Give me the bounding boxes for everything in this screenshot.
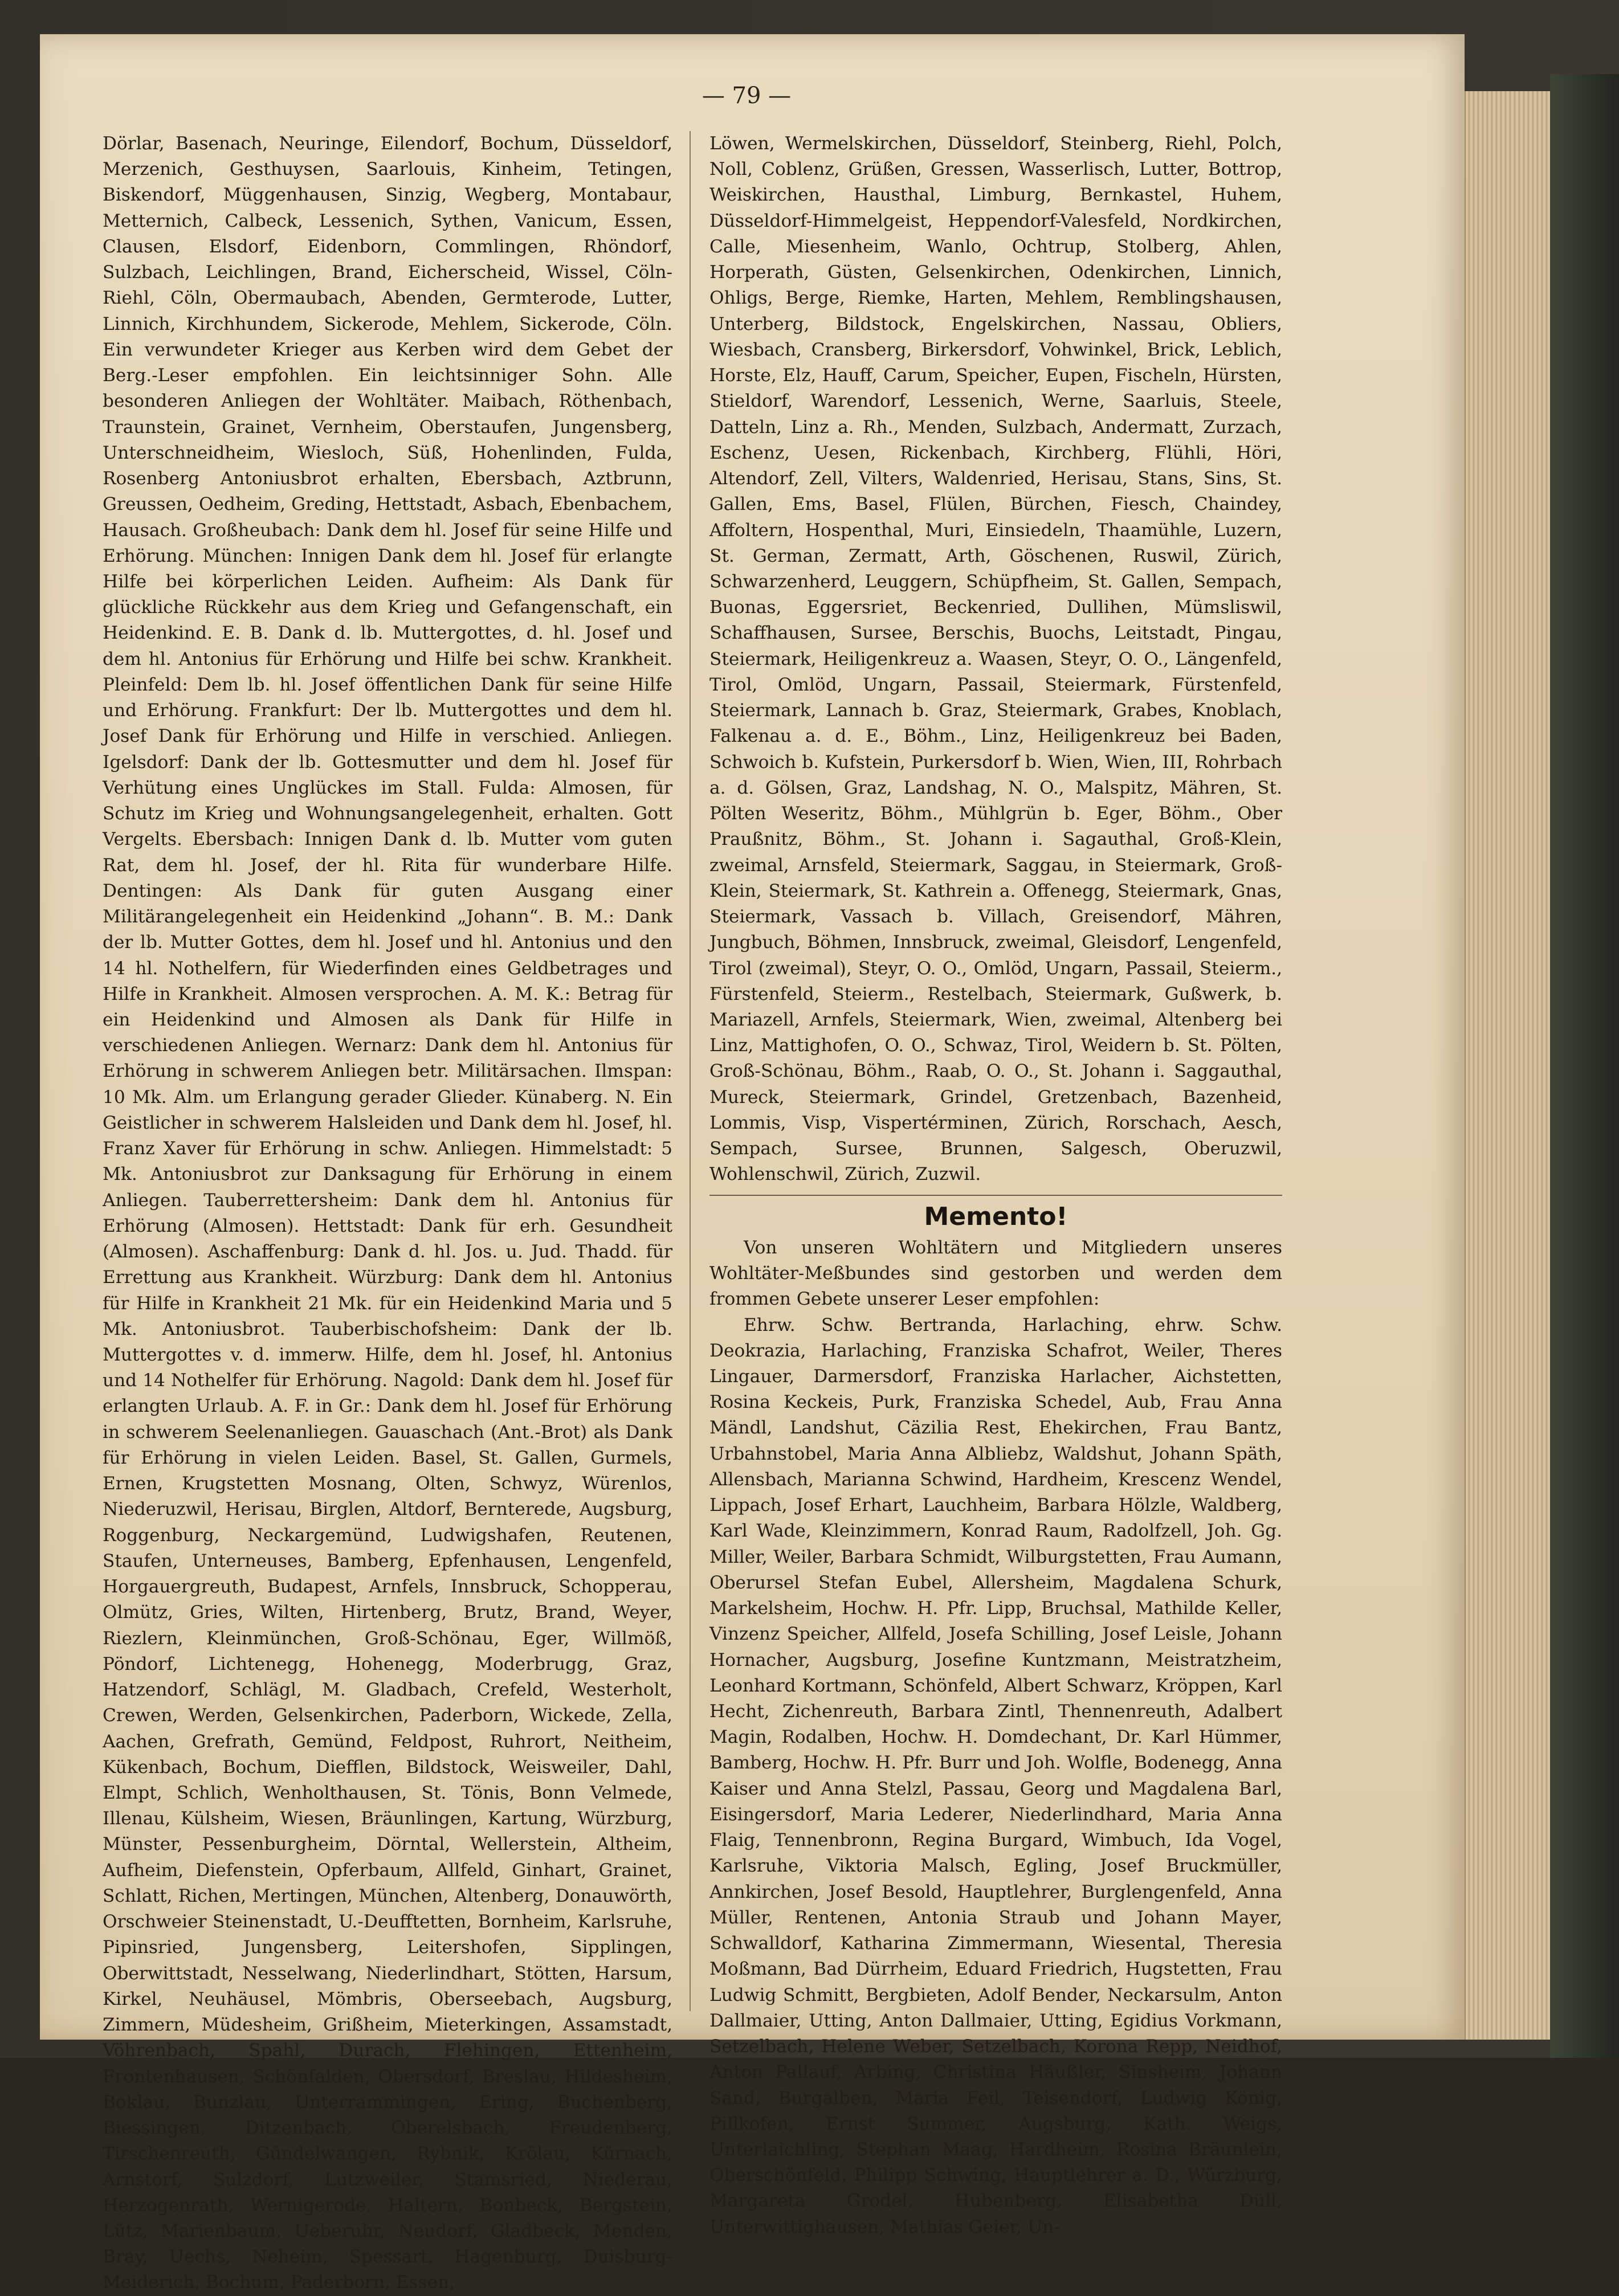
page-edges [1465, 91, 1551, 2040]
memento-intro: Von unseren Wohltätern und Mitgliedern unseres Wohltäter-Meßbundes sind gestorben und werden dem frommen Gebete unserer Leser empfohlen: [709, 1237, 1282, 1310]
left-column [103, 131, 672, 2293]
left-column-text: Dörlar, Basenach, Neuringe, Eilendorf, Bochum, Düsseldorf, Merzenich, Gesthuysen, Saarlouis, Kinheim, Tetingen, Biskendorf, Müggenhausen, Sinzig, Wegberg, Montabaur, Metternich, Calbeck, Lessenich, Sythen, Vanicum, Essen, Clausen, Elsdorf, Eidenborn, Commlingen, Rhöndorf, Sulzbach, Leichlingen, Brand, Eicherscheid, Wissel, Cöln-Riehl, Cöln, Obermaubach, Abenden, Germterode, Lutter, Linnich, Kirchhundem, Sickerode, Mehlem, Sickerode, Cöln. Ein verwundeter Krieger aus Kerben wird dem Gebet der Berg.-Leser empfohlen. Ein leichtsinniger Sohn. Alle besonderen Anliegen der Wohltäter. Maibach, Röthenbach, Traunstein, Grainet, Vernheim, Oberstaufen, Jungensberg, Unterschneidheim, Wiesloch, Süß, Hohenlinden, Fulda, Rosenberg Antoniusbrot erhalten, Ebersbach, Aztbrunn, Greussen, Oedheim, Greding, Hettstadt, Asbach, Ebenbachem, Hausach. Großheubach: Dank dem hl. Josef für seine Hilfe und Erhörung. München: Innigen Dank dem hl. Josef für erlangte Hilfe bei körperlichen Leiden. Aufheim: Als Dank für glückliche Rückkehr aus dem Krieg und Gefangenschaft, ein Heidenkind. E. B. Dank d. lb. Muttergottes, d. hl. Josef und dem hl. Antonius für Erhörung und Hilfe bei schw. Krankheit. Pleinfeld: Dem lb. hl. Josef öffentlichen Dank für seine Hilfe und Erhörung. Frankfurt: Der lb. Muttergottes und dem hl. Josef Dank für Erhörung und Hilfe in verschied. Anliegen. Igelsdorf: Dank der lb. Gottesmutter und dem hl. Josef für Verhütung eines Unglückes im Stall. Fulda: Almosen, für Schutz im Krieg und Wohnungsangelegenheit, erhalten. Gott Vergelts. Ebersbach: Innigen Dank d. lb. Mutter vom guten Rat, dem hl. Josef, der hl. Rita für wunderbare Hilfe. Dentingen: Als Dank für guten Ausgang einer Militärangelegenheit ein Heidenkind „Johann“. B. M.: Dank der lb. Mutter Gottes, dem hl. Josef und hl. Antonius und den 14 hl. Nothelfern, für Wiederfinden eines Geldbetrages und Hilfe in Krankheit. Almosen versprochen. A. M. K.: Betrag für ein Heidenkind und Almosen als Dank für Hilfe in verschiedenen Anliegen. Wernarz: Dank dem hl. Antonius für Erhörung in schwerem Anliegen betr. Militärsachen. Ilmspan: 10 Mk. Alm. um Erlangung gerader Glieder. Künaberg. N. Ein Geistlicher in schwerem Halsleiden und Dank dem hl. Josef, hl. Franz Xaver für Erhörung in schw. Anliegen. Himmelstadt: 5 Mk. Antoniusbrot zur Danksagung für Erhörung in einem Anliegen. Tauberrettersheim: Dank dem hl. Antonius für Erhörung (Almosen). Hettstadt: Dank für erh. Gesundheit (Almosen). Aschaffenburg: Dank d. hl. Jos. u. Jud. Thadd. für Errettung aus Krankheit. Würzburg: Dank dem hl. Antonius für Hilfe in Krankheit 21 Mk. für ein Heidenkind Maria und 5 Mk. Antoniusbrot. Tauberbischofsheim: Dank der lb. Muttergottes v. d. immerw. Hilfe, dem hl. Josef, hl. Antonius und 14 Nothelfer für Erhörung. Nagold: Dank dem hl. Josef für erlangten Urlaub. A. F. in Gr.: Dank dem hl. Josef für Erhörung in schwerem Seelenanliegen. Gauaschach (Ant.-Brot) als Dank für Erhörung in vielen Leiden. Basel, St. Gallen, Gurmels, Ernen, Krugstetten Mosnang, Olten, Schwyz, Würenlos, Niederuzwil, Herisau, Birglen, Altdorf, Bernterede, Augsburg, Roggenburg, Neckargemünd, Ludwigshafen, Reutenen, Staufen, Unterneuses, Bamberg, Epfenhausen, Lengenfeld, Horgauergreuth, Budapest, Arnfels, Innsbruck, Schopperau, Olmütz, Gries, Wilten, Hirtenberg, Brutz, Brand, Weyer, Riezlern, Kleinmünchen, Groß-Schönau, Eger, Willmöß, Pöndorf, Lichtenegg, Hohenegg, Moderbrugg, Graz, Hatzendorf, Schlägl, M. Gladbach, Crefeld, Westerholt, Crewen, Werden, Gelsenkirchen, Paderborn, Wickede, Zella, Aachen, Grefrath, Gemünd, Feldpost, Ruhrort, Neitheim, Kükenbach, Bochum, Diefflen, Bildstock, Weisweiler, Dahl, Elmpt, Schlich, Wenholthausen, St. Tönis, Bonn Velmede, Illenau, Külsheim, Wiesen, Bräunlingen, Kartung, Würzburg, Münster, Pessenburgheim, Dörntal, Wellerstein, Altheim, Aufheim, Diefenstein, Opferbaum, Allfeld, Ginhart, Grainet, Schlatt, Richen, Mertingen, München, Altenberg, Donauwörth, Orschweier Steinenstadt, U.-Deufftetten, Bornheim, Karlsruhe, Pipinsried, Jungensberg, Leitershofen, Sipplingen, Oberwittstadt, Nesselwang, Niederlindhart, Stötten, Harsum, Kirkel, Neuhäusel, Mömbris, Oberseebach, Augsburg, Zimmern, Müdesheim, Grißheim, Mieterkingen, Assamstadt, Vöhrenbach, Spahl, Durach, Flehingen, Ettenheim, Frontenhausen, Schönfalden, Obersdorf, Breslau, Hildesheim, Boklau, Bunzlau, Unterrammingen, Ering, Buchenberg, Biessingen, Ditzenbach, Oberelsbach, Freudenberg, Tirschenreuth, Gündelwangen, Rybnik, Krölau, Kürnach, Arnstorf, Sulzdorf, Lutzweiler, Stamsried, Niederau, Herzogenrath, Wernigerode, Haltern, Bonbeck, Bergstein, Lütz, Marienbaum, Ueberuhr, Neudorf, Gladbeck, Menden, Bray, Uechs, Neheim, Spessart, Hagenburg, Duisburg-Meiderich, Bochum, Paderborn, Essen, [103, 133, 672, 2293]
book-spine [1550, 74, 1619, 2058]
right-column [709, 131, 1282, 2237]
page-number: — 79 — [702, 83, 792, 109]
memento-names: Ehrw. Schw. Bertranda, Harlaching, ehrw. Schw. Deokrazia, Harlaching, Franziska Schafrot, Weiler, Theres Lingauer, Darmersdorf, Franziska Harlacher, Aichstetten, Rosina Keckeis, Purk, Franziska Schedel, Aub, Frau Anna Mändl, Landshut, Cäzilia Rest, Ehekirchen, Frau Bantz, Urbahnstobel, Maria Anna Albliebz, Waldshut, Johann Späth, Allensbach, Marianna Schwind, Hardheim, Krescenz Wendel, Lippach, Josef Erhart, Lauchheim, Barbara Hölzle, Waldberg, Karl Wade, Kleinzimmern, Konrad Raum, Radolfzell, Joh. Gg. Miller, Weiler, Barbara Schmidt, Wilburgstetten, Frau Aumann, Oberursel Stefan Eubel, Allersheim, Magdalena Schurk, Markelsheim, Hochw. H. Pfr. Lipp, Bruchsal, Mathilde Keller, Vinzenz Speicher, Allfeld, Josefa Schilling, Josef Leisle, Johann Hornacher, Augsburg, Josefine Kuntzmann, Meistratzheim, Leonhard Kortmann, Schönfeld, Albert Schwarz, Kröppen, Karl Hecht, Zichenreuth, Barbara Zintl, Thennenreuth, Adalbert Magin, Rodalben, Hochw. H. Domdechant, Dr. Karl Hümmer, Bamberg, Hochw. H. Pfr. Burr und Joh. Wolfle, Bodenegg, Anna Kaiser und Anna Stelzl, Passau, Georg und Magdalena Barl, Eisingersdorf, Maria Lederer, Niederlindhard, Maria Anna Flaig, Tennenbronn, Regina Burgard, Wimbuch, Ida Vogel, Karlsruhe, Viktoria Malsch, Egling, Josef Bruckmüller, Annkirchen, Josef Besold, Hauptlehrer, Burglengenfeld, Anna Müller, Rentenen, Antonia Straub und Johann Mayer, Schwalldorf, Katharina Zimmermann, Wiesental, Theresia Moßmann, Bad Dürrheim, Eduard Friedrich, Hugstetten, Frau Ludwig Schmitt, Bergbieten, Adolf Bender, Neckarsulm, Anton Dallmaier, Utting, Anton Dallmaier, Utting, Egidius Vorkmann, Setzelbach, Helene Weber, Setzelbach, Korona Repp, Neidhof, Anton Pallauf, Arbing, Christina Häußler, Sinsheim, Johann Sand, Burgalben, Maria Feil, Teisendorf, Ludwig König, Pillkofen, Ernst Summer, Augsburg, Kath. Weigs, Unterlaichling, Stephan Maag, Hardheim, Rosina Bräunlein, Oberschönfeld, Philipp Schwing, Hauptlehrer a. D., Würzburg, Margareta Grodel, Hubenberg, Elisabetha Düll, Unterwittighausen, Mathias Geier, Un- [709, 1314, 1282, 2237]
right-column-text: Löwen, Wermelskirchen, Düsseldorf, Steinberg, Riehl, Polch, Noll, Coblenz, Grüßen, Gressen, Wasserlisch, Lutter, Bottrop, Weiskirchen, Hausthal, Limburg, Bernkastel, Huhem, Düsseldorf-Himmelgeist, Heppendorf-Valesfeld, Nordkirchen, Calle, Miesenheim, Wanlo, Ochtrup, Stolberg, Ahlen, Horperath, Güsten, Gelsenkirchen, Odenkirchen, Linnich, Ohligs, Berge, Riemke, Harten, Mehlem, Remblingshausen, Unterberg, Bildstock, Engelskirchen, Nassau, Obliers, Wiesbach, Cransberg, Birkersdorf, Vohwinkel, Brick, Leblich, Horste, Elz, Hauff, Carum, Speicher, Eupen, Fischeln, Hürsten, Stieldorf, Warendorf, Lessenich, Werne, Saarluis, Steele, Datteln, Linz a. Rh., Menden, Sulzbach, Andermatt, Zurzach, Eschenz, Uesen, Rickenbach, Kirchberg, Flühli, Höri, Altendorf, Zell, Vilters, Waldenried, Herisau, Stans, Sins, St. Gallen, Ems, Basel, Flülen, Bürchen, Fiesch, Chaindey, Affoltern, Hospenthal, Muri, Einsiedeln, Thaamühle, Luzern, St. German, Zermatt, Arth, Göschenen, Ruswil, Zürich, Schwarzenherd, Leuggern, Schüpfheim, St. Gallen, Sempach, Buonas, Eggersriet, Beckenried, Dullihen, Mümsliswil, Schaffhausen, Sursee, Berschis, Buochs, Leitstadt, Pingau, Steiermark, Heiligenkreuz a. Waasen, Steyr, O. O., Längenfeld, Tirol, Omlöd, Ungarn, Passail, Steiermark, Fürstenfeld, Steiermark, Lannach b. Graz, Steiermark, Grabes, Knoblach, Falkenau a. d. E., Böhm., Linz, Heiligenkreuz bei Baden, Schwoich b. Kufstein, Purkersdorf b. Wien, Wien, III, Rohrbach a. d. Gölsen, Graz, Landshag, N. O., Malspitz, Mähren, St. Pölten Weseritz, Böhm., Mühlgrün b. Eger, Böhm., Ober Praußnitz, Böhm., St. Johann i. Sagauthal, Groß-Klein, zweimal, Arnsfeld, Steiermark, Saggau, in Steiermark, Groß-Klein, Steiermark, St. Kathrein a. Offenegg, Steiermark, Gnas, Steiermark, Vassach b. Villach, Greisendorf, Mähren, Jungbuch, Böhmen, Innsbruck, zweimal, Gleisdorf, Lengenfeld, Tirol (zweimal), Steyr, O. O., Omlöd, Ungarn, Passail, Steierm., Fürstenfeld, Steierm., Restelbach, Steiermark, Gußwerk, b. Mariazell, Arnfels, Steiermark, Wien, zweimal, Altenberg bei Linz, Mattighofen, O. O., Schwaz, Tirol, Weidern b. St. Pölten, Groß-Schönau, Böhm., Raab, O. O., St. Johann i. Saggauthal, Mureck, Steiermark, Grindel, Gretzenbach, Bazenheid, Lommis, Visp, Vispertérminen, Zürich, Rorschach, Aesch, Sempach, Sursee, Brunnen, Salgesch, Oberuzwil, Wohlenschwil, Zürich, Zuzwil. [709, 133, 1282, 1185]
section-rule [709, 1195, 1282, 1196]
memento-heading: Memento! [924, 1202, 1068, 1231]
column-divider [690, 131, 691, 2011]
